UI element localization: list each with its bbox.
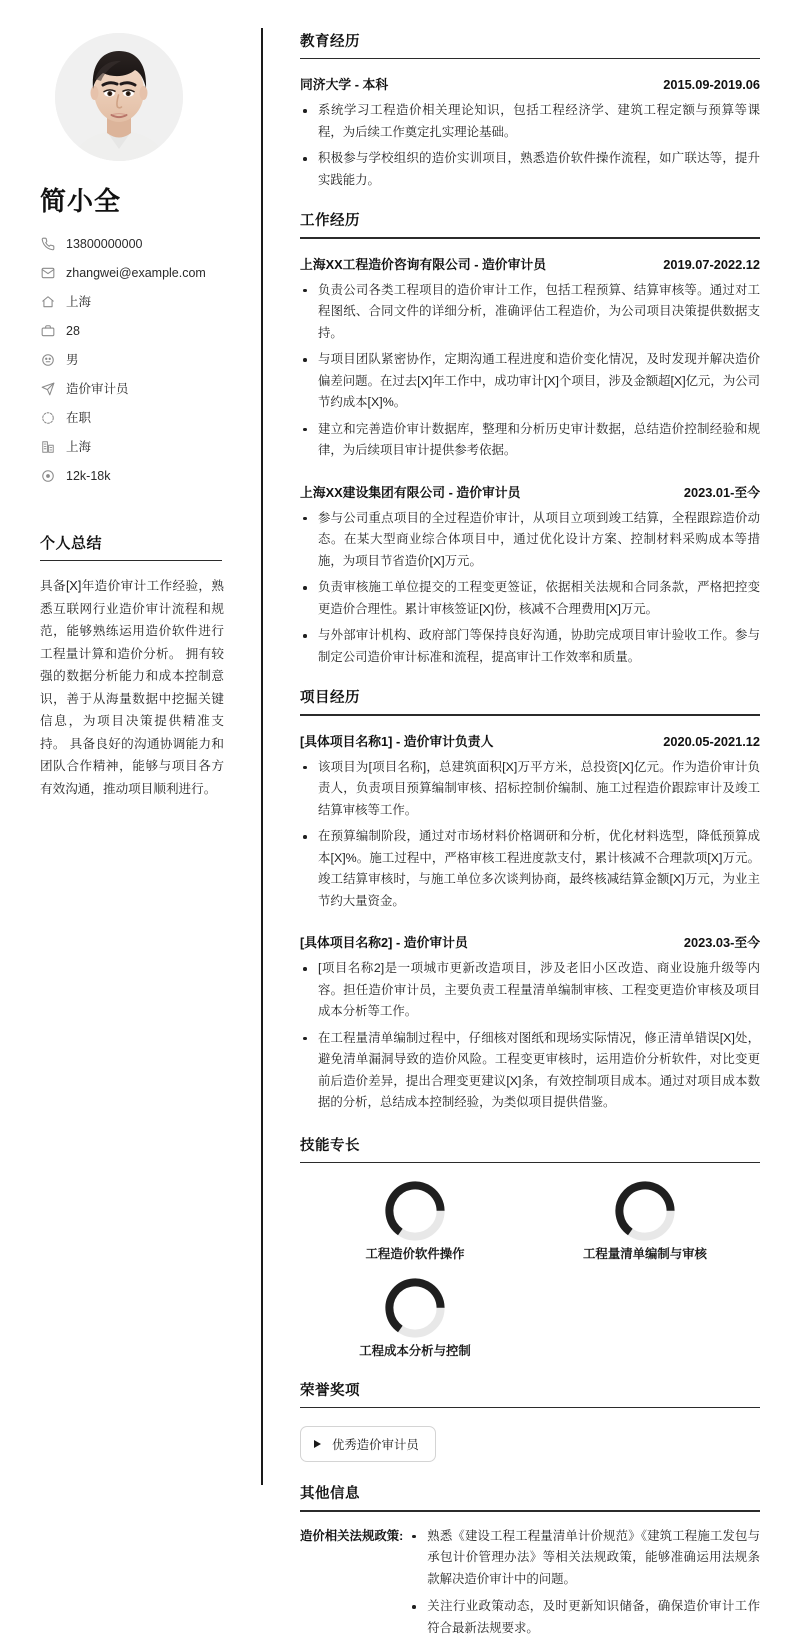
section-honors [300, 1379, 760, 1468]
skill-label: 工程造价软件操作 [365, 1247, 465, 1262]
contact-value: 上海 [66, 440, 92, 454]
bullet-list [300, 958, 760, 1114]
skill-item [300, 1276, 530, 1359]
entry-header [300, 254, 760, 273]
bullet-item: 建立和完善造价审计数据库，整理和分析历史审计数据，总结造价控制经验和规律，为后续项目审计提供参考依据。 [300, 419, 760, 462]
bullet-item: 在预算编制阶段，通过对市场材料价格调研和分析，优化材料选型，降低预算成本[X]%。施工过程中，严格审核工程进度款支付，累计核减不合理款项[X]万元。竣工结算审核时，与施工单位多次谈判协商，最终核减结算金额[X]万元，为业主节约大量资金。 [300, 826, 760, 912]
skill-progress-ring [383, 1179, 447, 1243]
entry-title: 上海XX建设集团有限公司 - 造价审计员 [300, 484, 521, 500]
section-title-education: 教育经历 [300, 34, 360, 50]
contact-value: 男 [66, 353, 79, 367]
bullet-item: 参与公司重点项目的全过程造价审计，从项目立项到竣工结算，全程跟踪造价动态。在某大型商业综合体项目中，通过优化设计方案、控制材料采购成本等措施，为项目节省造价[X]万元。 [300, 508, 760, 573]
bullet-list [300, 280, 760, 462]
bullet-list [300, 757, 760, 913]
contact-item-salary[interactable] [40, 468, 236, 484]
contact-value: 造价审计员 [66, 382, 129, 396]
bullet-item: 负责公司各类工程项目的造价审计工作，包括工程预算、结算审核等。通过对工程图纸、合同文件的详细分析，准确评估工程造价，为公司项目决策提供数据支持。 [300, 280, 760, 345]
portrait-photo-icon [55, 33, 183, 161]
contact-value: 13800000000 [66, 237, 143, 251]
entry-header [300, 731, 760, 750]
entry-title: 同济大学 - 本科 [300, 77, 389, 93]
skill-label: 工程量清单编制与审核 [583, 1247, 707, 1262]
entry-title: [具体项目名称2] - 造价审计员 [300, 935, 468, 951]
bullet-item: 与外部审计机构、政府部门等保持良好沟通，协助完成项目审计验收工作。参与制定公司造价审计标准和流程，提高审计工作效率和质量。 [300, 625, 760, 668]
entry-title: [具体项目名称1] - 造价审计负责人 [300, 733, 494, 749]
entry-date: 2023.01-至今 [683, 484, 760, 500]
contact-value: 28 [66, 324, 80, 338]
salary-icon [40, 468, 56, 484]
section-title-skills: 技能专长 [300, 1137, 360, 1154]
summary-rule [40, 560, 222, 561]
summary-text: 具备[X]年造价审计工作经验，熟悉互联网行业造价审计流程和规范，能够熟练运用造价软件进行工程量计算和造价分析。 拥有较强的数据分析能力和成本控制意识，善于从海量数据中挖掘关键信息，为项目决策提供精准支持。 具备良好的沟通协调能力和团队合作精神，能够与项目各方有效沟通，推动项目顺利进行。 [40, 579, 224, 796]
gender-icon [40, 352, 56, 368]
avatar [55, 33, 183, 161]
project-entry [300, 716, 760, 913]
skill-progress-ring [613, 1179, 677, 1243]
project-entry [300, 917, 760, 1114]
skill-item [530, 1179, 760, 1262]
entry-date: 2015.09-2019.06 [663, 77, 760, 93]
section-title-other: 其他信息 [300, 1486, 360, 1503]
contact-item-city[interactable] [40, 439, 236, 455]
bullet-item: 负责审核施工单位提交的工程变更签证，依据相关法规和合同条款，严格把控变更造价合理性。累计审核签证[X]份，核减不合理费用[X]万元。 [300, 577, 760, 620]
bullet-item: [项目名称2]是一项城市更新改造项目，涉及老旧小区改造、商业设施升级等内容。担任造价审计员，主要负责工程量清单编制审核、工程变更造价审核及项目成本分析等工作。 [300, 958, 760, 1023]
contact-item-position[interactable] [40, 381, 236, 397]
entry-date: 2023.03-至今 [683, 935, 760, 951]
contact-value: zhangwei@example.com [66, 266, 206, 280]
work-entry [300, 239, 760, 462]
contact-item-gender[interactable] [40, 352, 236, 368]
section-title-honors: 荣誉奖项 [300, 1383, 360, 1400]
contact-item-age[interactable] [40, 323, 236, 339]
contact-list [40, 236, 236, 484]
contact-value: 12k-18k [66, 469, 111, 483]
person-name: 简小全 [40, 186, 122, 216]
education-entry [300, 59, 760, 191]
sidebar [0, 0, 262, 1526]
work-entry [300, 467, 760, 669]
bullet-item: 与项目团队紧密协作，定期沟通工程进度和造价变化情况，及时发现并解决造价偏差问题。在过去[X]年工作中，成功审计[X]个项目，涉及金额超[X]亿元，为公司节约成本[X]%。 [300, 349, 760, 414]
bullet-item: 在工程量清单编制过程中，仔细核对图纸和现场实际情况，修正清单错误[X]处，避免清单漏洞导致的造价风险。工程变更审核时，运用造价分析软件，对比变更前后造价差异，提出合理变更建议[X]条，有效控制项目成本。通过对项目成本数据的分析，总结成本控制经验，为类似项目提供借鉴。 [300, 1028, 760, 1114]
contact-value: 上海 [66, 295, 92, 309]
honor-chip[interactable] [300, 1426, 436, 1462]
section-project [300, 686, 760, 1113]
building-icon [40, 439, 56, 455]
sidebar-divider [261, 28, 263, 1485]
entry-header [300, 74, 760, 93]
section-title-work: 工作经历 [300, 213, 360, 230]
honor-label: 优秀造价审计员 [332, 1438, 419, 1453]
entry-date: 2019.07-2022.12 [663, 256, 760, 272]
contact-item-phone[interactable] [40, 236, 236, 252]
bullet-item: 该项目为[项目名称]，总建筑面积[X]万平方米，总投资[X]亿元。作为造价审计负责人，负责项目预算编制审核、招标控制价编制、施工过程造价跟踪审计及竣工结算审核等工作。 [300, 757, 760, 822]
other-group [300, 1512, 760, 1645]
contact-item-email[interactable] [40, 265, 236, 281]
section-work [300, 209, 760, 668]
contact-item-status[interactable] [40, 410, 236, 426]
bullet-list [300, 508, 760, 669]
main-content [262, 0, 794, 1635]
entry-header [300, 482, 760, 501]
phone-icon [40, 236, 56, 252]
send-icon [40, 381, 56, 397]
section-education [300, 30, 760, 191]
briefcase-icon [40, 323, 56, 339]
honors-row [300, 1408, 760, 1468]
other-value-list [409, 1526, 760, 1645]
bullet-item: 关注行业政策动态，及时更新知识储备，确保造价审计工作符合最新法规要求。 [409, 1596, 760, 1639]
skill-label: 工程成本分析与控制 [359, 1344, 471, 1359]
home-icon [40, 294, 56, 310]
email-icon [40, 265, 56, 281]
entry-date: 2020.05-2021.12 [663, 733, 760, 749]
bullet-item: 熟悉《建设工程工程量清单计价规范》《建筑工程施工发包与承包计价管理办法》等相关法规政策，能够准确运用法规条款解决造价审计中的问题。 [409, 1526, 760, 1591]
contact-value: 在职 [66, 411, 92, 425]
entry-title: 上海XX工程造价咨询有限公司 - 造价审计员 [300, 256, 546, 272]
section-skills [300, 1134, 760, 1373]
skill-item [300, 1179, 530, 1262]
status-icon [40, 410, 56, 426]
skill-progress-ring [383, 1276, 447, 1340]
other-group-key: 造价相关法规政策: [300, 1528, 404, 1543]
section-other [300, 1482, 760, 1645]
bullet-item: 系统学习工程造价相关理论知识，包括工程经济学、建筑工程定额与预算等课程，为后续工作奠定扎实理论基础。 [300, 100, 760, 143]
section-title-project: 项目经历 [300, 690, 360, 707]
contact-item-location[interactable] [40, 294, 236, 310]
bullet-list [300, 100, 760, 191]
bullet-item: 积极参与学校组织的造价实训项目，熟悉造价软件操作流程，如广联达等，提升实践能力。 [300, 148, 760, 191]
skills-grid [300, 1163, 760, 1373]
summary-title: 个人总结 [40, 535, 103, 552]
entry-header [300, 932, 760, 951]
play-triangle-icon [314, 1440, 321, 1448]
